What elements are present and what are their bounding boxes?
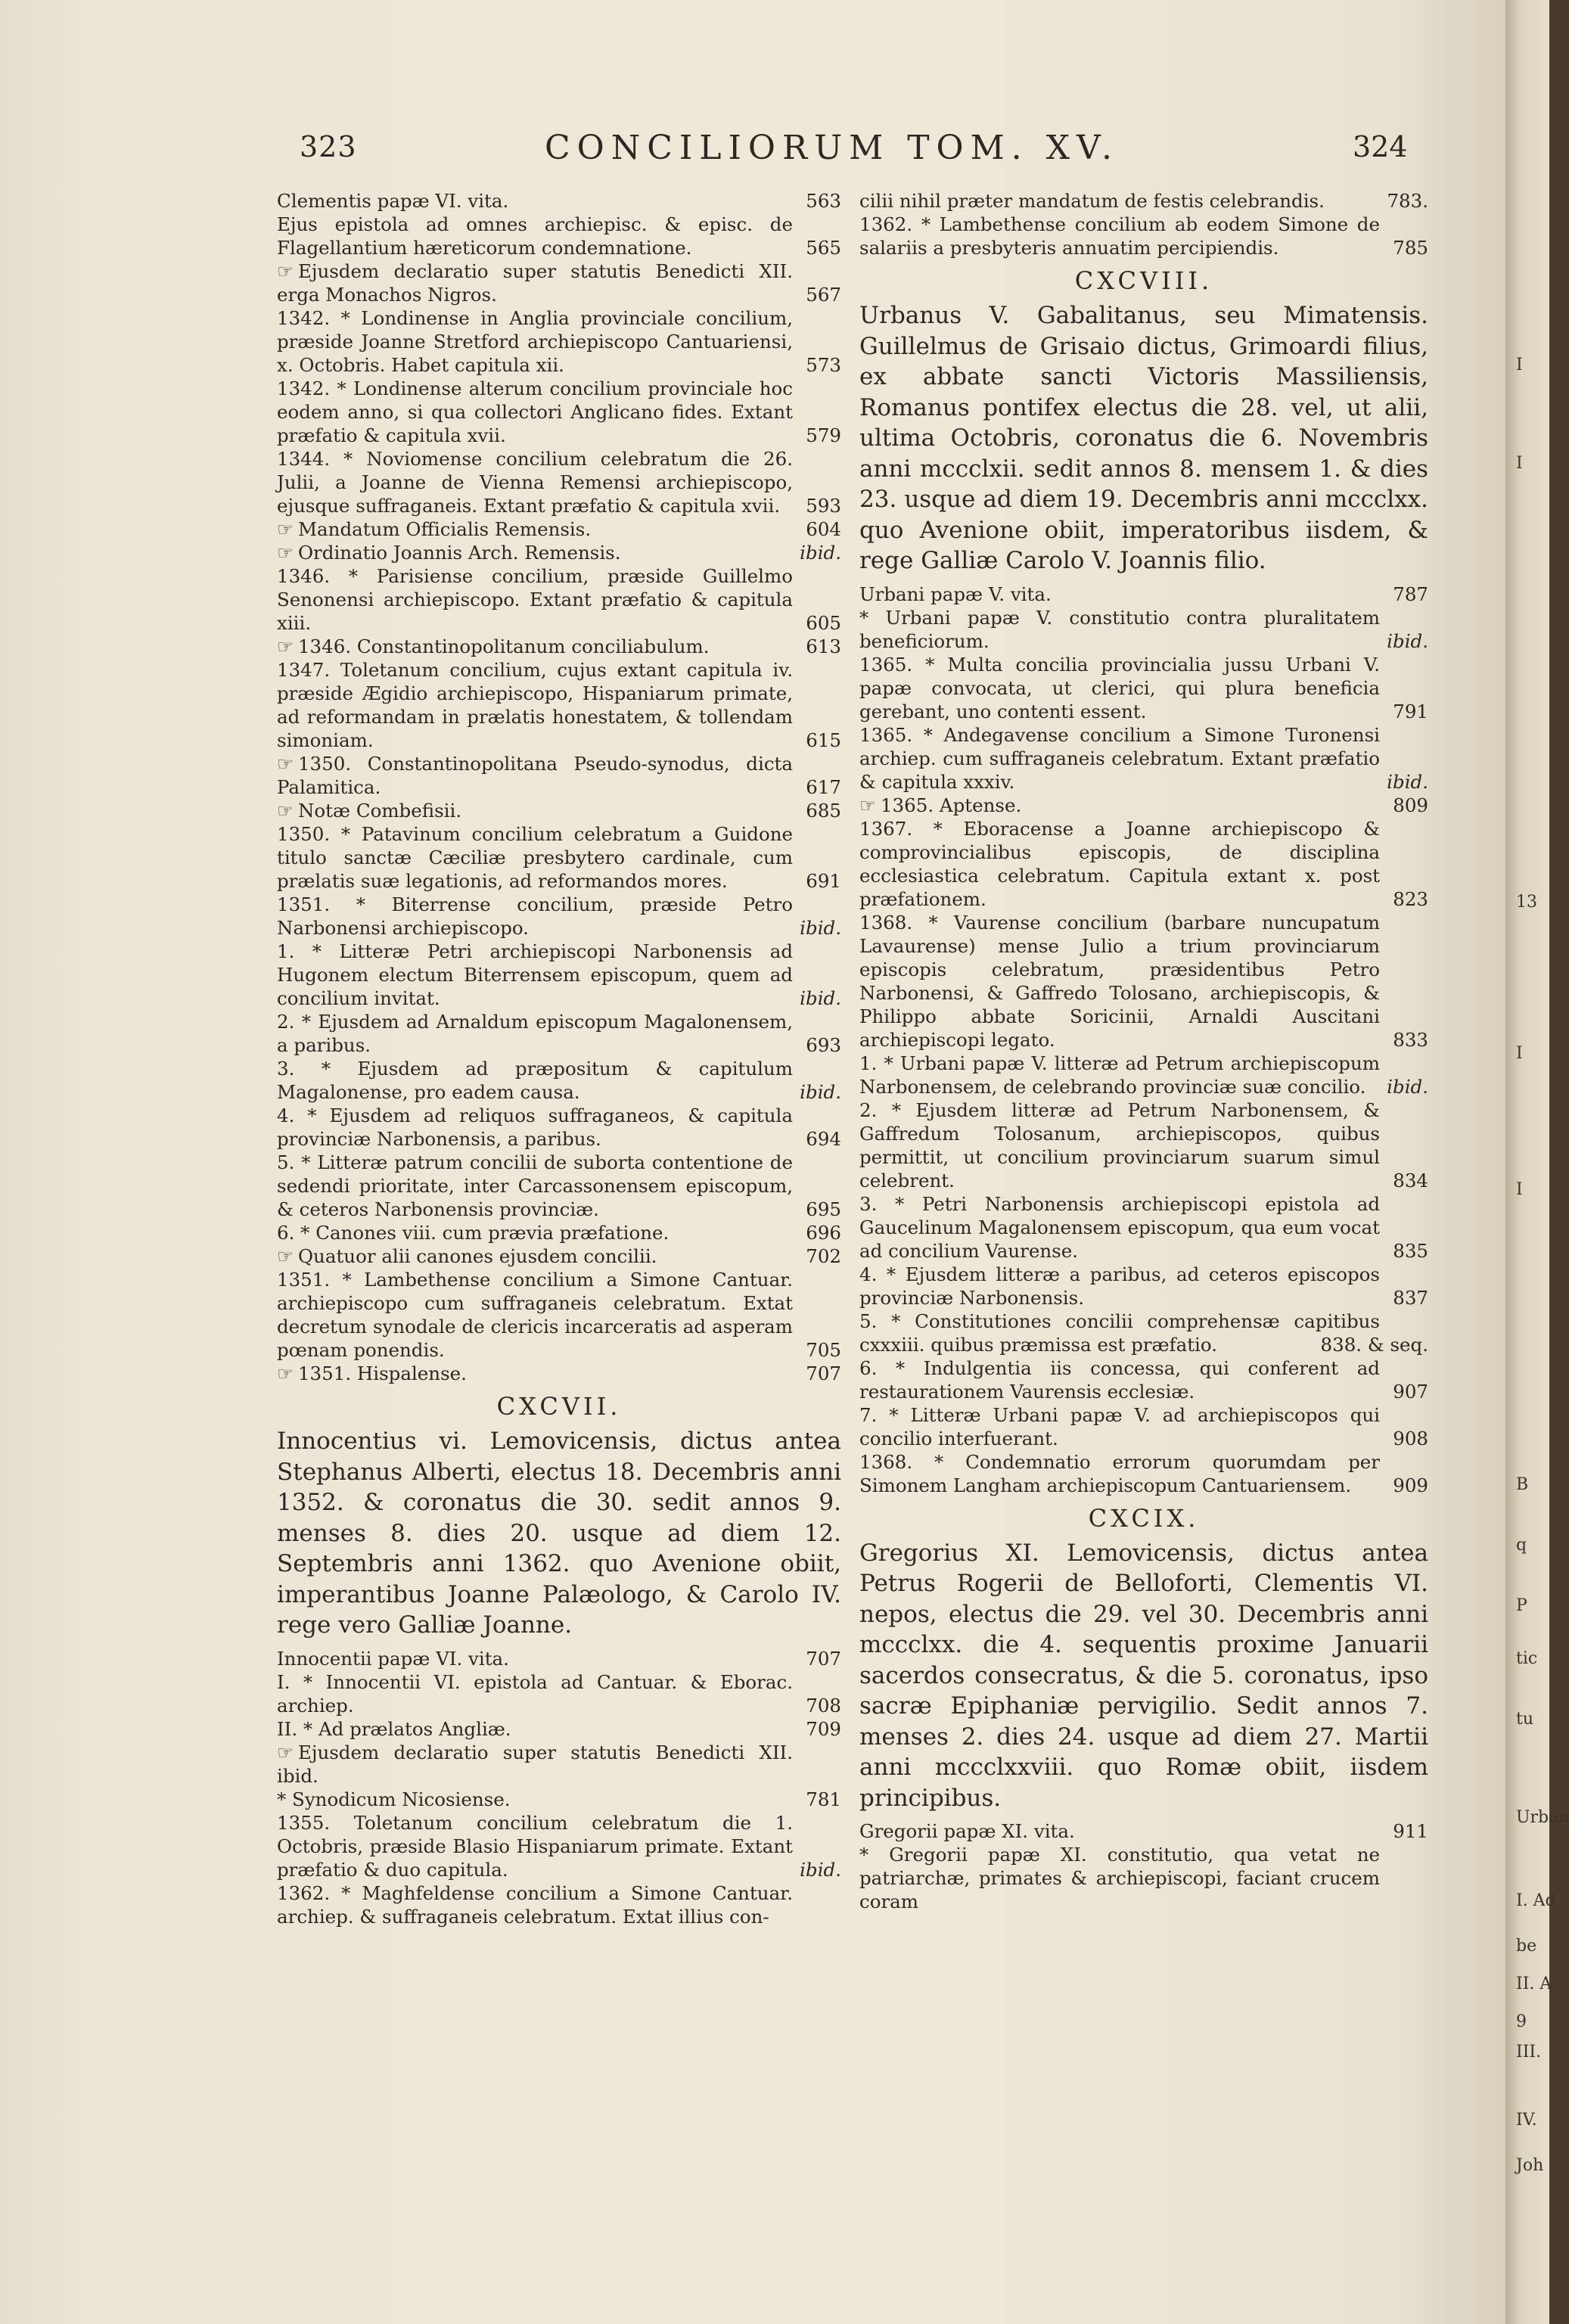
- entry-text: 1362. * Maghfeldense concilium a Simone Cantuar. archiep. & suffraganeis celebratum. Extat illius con-: [277, 1881, 793, 1928]
- index-entry: [277, 1670, 841, 1717]
- entry-text: Gregorii papæ XI. vita.: [859, 1820, 1075, 1842]
- index-entry: [277, 752, 841, 799]
- index-entry: [859, 1819, 1428, 1843]
- index-entry: [277, 1647, 841, 1670]
- right-entry-list: [859, 189, 1428, 259]
- pope-biography-innocent-vi: Innocentius vi. Lemovicensis, dictus antea Stephanus Alberti, electus 18. Decembris anni 1352. & coronatus die 30. sedit annos 9. menses 8. dies 20. usque ad diem 12. Septembris anni 1362. quo Avenione obiit, imperantibus Joanne Palæologo, & Carolo IV. rege vero Galliæ Joanne.: [277, 1428, 841, 1639]
- entry-text: 1344. * Noviomense concilium celebratum die 26. Julii, a Joanne de Vienna Remensi archiepiscopo, ejusque suffraganeis. Extant præfatio & capitula xvii.: [277, 448, 793, 517]
- entry-text: ☞ Notæ Combefisii.: [277, 800, 461, 822]
- entry-page-number: 709: [806, 1717, 841, 1740]
- index-entry: [277, 447, 841, 517]
- index-entry: [277, 658, 841, 752]
- entry-page-number: 833: [1393, 1028, 1428, 1051]
- page-number-right: 324: [1353, 130, 1408, 163]
- index-entry: [277, 893, 841, 940]
- index-entry: [859, 794, 1428, 817]
- entry-text: 7. * Litteræ Urbani papæ V. ad archiepiscopos qui concilio interfuerant.: [859, 1403, 1380, 1449]
- entry-page-number: 593: [806, 495, 841, 517]
- entry-page-number: 694: [806, 1128, 841, 1150]
- entry-text: ☞ 1350. Constantinopolitana Pseudo-synodus, dicta Palamitica.: [277, 753, 793, 798]
- index-entry: [277, 799, 841, 822]
- entry-text: 2. * Ejusdem litteræ ad Petrum Narbonensem, & Gaffredum Tolosanum, archiepiscopos, quibus permittit, ut concilium provinciarum suarum simul celebrent.: [859, 1098, 1380, 1192]
- entry-text: 1. * Litteræ Petri archiepiscopi Narbonensis ad Hugonem electum Biterrensem episcopum, quem ad concilium invitat.: [277, 940, 793, 1009]
- entry-page-number: 707: [806, 1647, 841, 1670]
- entry-text: * Urbani papæ V. constitutio contra pluralitatem beneficiorum.: [859, 606, 1380, 652]
- index-entry: [277, 1010, 841, 1057]
- entry-page-number: 617: [806, 776, 841, 798]
- entry-page-number: 907: [1393, 1380, 1428, 1403]
- pope-biography-urban-v: Urbanus V. Gabalitanus, seu Mimatensis. Guillelmus de Grisaio dictus, Grimoardi filius, ex abbate sancti Victoris Massiliensis, Romanus pontifex electus die 28. vel, ut alii, ultima Octobris, coronatus die 6. Novembris anni mccclxii. sedit annos 8. mensem 1. & dies 23. usque ad diem 19. Decembris anni mccclxx. quo Avenione obiit, imperatoribus iisdem, & rege Galliæ Carolo V. Joannis filio.: [859, 302, 1428, 574]
- index-entry: [859, 213, 1428, 259]
- section-heading-cxcviii: CXCVIII.: [1074, 266, 1213, 295]
- facing-page-fragment: I: [1516, 1180, 1523, 1199]
- entry-text: 1365. * Andegavense concilium a Simone Turonensi archiep. cum suffraganeis celebratum. Extant præfatio & capitula xxxiv.: [859, 723, 1380, 793]
- entry-page-number: 695: [806, 1198, 841, 1220]
- entry-text: ☞ Mandatum Officialis Remensis.: [277, 518, 591, 540]
- entry-page-number: 791: [1393, 700, 1428, 722]
- entry-page-number: 909: [1393, 1474, 1428, 1496]
- facing-page-fragment: 9: [1516, 2012, 1527, 2031]
- entry-page-number: 707: [806, 1362, 841, 1384]
- page-number-left: 323: [300, 130, 357, 163]
- facing-page-fragment: tic: [1516, 1649, 1538, 1668]
- entry-page-number: 702: [806, 1245, 841, 1267]
- index-entry: [277, 377, 841, 447]
- entry-page-number: ibid.: [1387, 770, 1428, 793]
- index-entry: [859, 1356, 1428, 1403]
- index-entry: [277, 1151, 841, 1221]
- index-entry: [859, 606, 1428, 653]
- entry-text: ☞ 1351. Hispalense.: [277, 1362, 467, 1384]
- running-header: [0, 130, 1505, 183]
- entry-text: 5. * Litteræ patrum concilii de suborta contentione de sedendi prioritate, inter Carcassonensem episcopum, & ceteros Narbonensis provinciæ.: [277, 1151, 793, 1220]
- entry-page-number: 787: [1393, 583, 1428, 605]
- index-entry: [277, 189, 841, 213]
- entry-text: I. * Innocentii VI. epistola ad Cantuar. & Eborac. archiep.: [277, 1670, 793, 1717]
- index-entry: [859, 817, 1428, 911]
- entry-page-number: 615: [806, 729, 841, 751]
- entry-page-number: ibid.: [800, 1081, 841, 1103]
- entry-page-number: 567: [806, 284, 841, 306]
- left-entry-list-after: [277, 1647, 841, 1928]
- entry-page-number: 691: [806, 870, 841, 892]
- index-entry: [859, 1843, 1428, 1913]
- entry-page-number: 834: [1393, 1169, 1428, 1192]
- facing-page-fragment: Urban: [1516, 1808, 1569, 1827]
- pope-biography-gregory-xi: Gregorius XI. Lemovicensis, dictus antea Petrus Rogerii de Belloforti, Clementis VI. nepos, electus die 29. vel 30. Decembris anni mccclxx. die 4. sequentis proxime Januarii sacerdos consecratus, & die 5. coronatus, ipso sacræ Epiphaniæ pervigilio. Sedit annos 7. menses 2. dies 24. usque ad diem 27. Martii anni mccclxxviii. quo Romæ obiit, iisdem principibus.: [859, 1539, 1428, 1812]
- index-entry: [277, 1741, 841, 1788]
- entry-text: * Gregorii papæ XI. constitutio, qua vetat ne patriarchæ, primates & archiepiscopi, faciant crucem coram: [859, 1844, 1380, 1912]
- entry-text: 6. * Indulgentia iis concessa, qui conferent ad restaurationem Vaurensis ecclesiæ.: [859, 1356, 1380, 1403]
- entry-page-number: 693: [806, 1034, 841, 1056]
- entry-text: 1368. * Vaurense concilium (barbare nuncupatum Lavaurense) mense Julio a trium provinciarum episcopis celebratum, præsidentibus Petro Narbonensi, & Gaffredo Tolosano, archiepiscopis, & Philippo abbate Soricinii, Arnaldi Auscitani archiepiscopi legato.: [859, 911, 1380, 1051]
- entry-page-number: 705: [806, 1339, 841, 1361]
- index-entry: [859, 1052, 1428, 1098]
- entry-page-number: 708: [806, 1694, 841, 1717]
- entry-page-number: 696: [806, 1222, 841, 1244]
- entry-page-number: 563: [806, 190, 841, 212]
- facing-page-fragment: q: [1516, 1536, 1527, 1555]
- entry-text: 1. * Urbani papæ V. litteræ ad Petrum archiepiscopum Narbonensem, de celebrando provinciæ suæ concilio.: [859, 1052, 1380, 1098]
- facing-page-fragment: B: [1516, 1475, 1529, 1494]
- index-entry: [277, 259, 841, 306]
- index-entry: [277, 1268, 841, 1362]
- facing-page-fragment: IV.: [1516, 2111, 1537, 2130]
- entry-page-number: ibid.: [800, 1858, 841, 1881]
- section-heading-cxcvii: CXCVII.: [496, 1392, 622, 1421]
- facing-page-fragment: P: [1516, 1596, 1527, 1615]
- entry-text: 1365. * Multa concilia provincialia jussu Urbani V. papæ convocata, ut clerici, qui plura beneficia gerebant, uno contenti essent.: [859, 653, 1380, 722]
- index-entry: [277, 1811, 841, 1881]
- entry-page-number: 613: [806, 635, 841, 657]
- facing-page-fragment: III.: [1516, 2043, 1542, 2061]
- entry-text: ☞ 1365. Aptense.: [859, 794, 1021, 816]
- entry-page-number: 838. & seq.: [1320, 1333, 1428, 1356]
- left-entry-list: [277, 189, 841, 1385]
- facing-page-fragment: I: [1516, 454, 1523, 473]
- entry-text: Ejus epistola ad omnes archiepisc. & episc. de Flagellantium hæreticorum condemnatione.: [277, 213, 793, 259]
- entry-text: 1347. Toletanum concilium, cujus extant capitula iv. præside Ægidio archiepiscopo, Hispaniarum primate, ad reformandam in prælatis honestatem, & tollendam simoniam.: [277, 659, 793, 751]
- index-entry: [277, 1104, 841, 1151]
- entry-text: 1367. * Eboracense a Joanne archiepiscopo & comprovincialibus episcopis, de disciplina ecclesiastica celebratum. Capitula extant x. post præfationem.: [859, 817, 1380, 910]
- index-entry: [277, 1362, 841, 1385]
- entry-text: Urbani papæ V. vita.: [859, 583, 1052, 605]
- entry-page-number: ibid.: [800, 917, 841, 939]
- facing-page-fragment: be: [1516, 1937, 1537, 1956]
- entry-text: 3. * Petri Narbonensis archiepiscopi epistola ad Gaucelinum Magalonensem episcopum, qua eum vocat ad concilium Vaurense.: [859, 1192, 1380, 1262]
- index-entry: [277, 1057, 841, 1104]
- index-entry: [859, 189, 1428, 213]
- entry-text: ☞ 1346. Constantinopolitanum conciliabulum.: [277, 635, 710, 657]
- entry-page-number: 837: [1393, 1286, 1428, 1309]
- index-entry: [277, 1788, 841, 1811]
- entry-page-number: ibid.: [800, 542, 841, 564]
- facing-page-fragment: I. Ad: [1516, 1891, 1556, 1910]
- index-entry: [859, 1310, 1428, 1356]
- index-entry: [277, 822, 841, 893]
- entry-text: Innocentii papæ VI. vita.: [277, 1647, 509, 1670]
- entry-text: 1351. * Biterrense concilium, præside Petro Narbonensi archiepiscopo.: [277, 893, 793, 939]
- entry-text: 1355. Toletanum concilium celebratum die 1. Octobris, præside Blasio Hispaniarum primate. Extant præfatio & duo capitula.: [277, 1811, 793, 1881]
- entry-text: 4. * Ejusdem ad reliquos suffraganeos, & capitula provinciæ Narbonensis, a paribus.: [277, 1105, 793, 1150]
- running-title: CONCILIORUM TOM. XV.: [545, 129, 1120, 167]
- entry-page-number: 835: [1393, 1239, 1428, 1262]
- entry-page-number: 785: [1393, 237, 1428, 259]
- index-entry: [859, 1450, 1428, 1497]
- entry-text: cilii nihil præter mandatum de festis celebrandis.: [859, 190, 1325, 212]
- entry-page-number: 809: [1393, 794, 1428, 816]
- entry-page-number: 823: [1393, 887, 1428, 910]
- entry-text: 3. * Ejusdem ad præpositum & capitulum Magalonense, pro eadem causa.: [277, 1058, 793, 1103]
- entry-text: ☞ Quatuor alii canones ejusdem concilii.: [277, 1245, 657, 1267]
- entry-page-number: 579: [806, 424, 841, 446]
- entry-page-number: 908: [1393, 1427, 1428, 1449]
- index-entry: [277, 1717, 841, 1741]
- entry-page-number: ibid.: [1387, 629, 1428, 652]
- index-entry: [277, 635, 841, 658]
- index-entry: [859, 1098, 1428, 1192]
- facing-page-fragment: II. A: [1516, 1974, 1552, 1993]
- index-entry: [859, 1192, 1428, 1263]
- index-entry: [277, 1244, 841, 1268]
- entry-text: ☞ Ordinatio Joannis Arch. Remensis.: [277, 542, 621, 564]
- right-entry-list-final: [859, 1819, 1428, 1913]
- facing-page-fragment: I: [1516, 356, 1523, 374]
- entry-page-number: 565: [806, 237, 841, 259]
- entry-text: 2. * Ejusdem ad Arnaldum episcopum Magalonensem, a paribus.: [277, 1011, 793, 1056]
- entry-text: ☞ Ejusdem declaratio super statutis Benedicti XII. erga Monachos Nigros.: [277, 260, 793, 306]
- index-entry: [859, 911, 1428, 1052]
- entry-text: 1350. * Patavinum concilium celebratum a Guidone titulo sanctæ Cæciliæ presbytero cardinale, cum prælatis suæ legationis, ad reformandos mores.: [277, 823, 793, 892]
- facing-page-fragment: 13: [1516, 893, 1537, 912]
- entry-text: 6. * Canones viii. cum prævia præfatione.: [277, 1222, 670, 1244]
- entry-text: 1346. * Parisiense concilium, præside Guillelmo Senonensi archiepiscopo. Extant præfatio & capitula xiii.: [277, 565, 793, 634]
- entry-text: 5. * Constitutiones concilii comprehensæ capitibus cxxxiii. quibus præmissa est præfatio.: [859, 1310, 1380, 1356]
- index-entry: [859, 653, 1428, 723]
- right-column: [859, 189, 1428, 1913]
- index-entry: [859, 1263, 1428, 1310]
- entry-text: 1342. * Londinense in Anglia provinciale concilium, præside Joanne Stretford archiepiscopo Cantuariensi, x. Octobris. Habet capitula xii.: [277, 307, 793, 376]
- facing-page-edge: [1505, 0, 1569, 2324]
- index-entry: [277, 306, 841, 377]
- facing-page-fragment: I: [1516, 1044, 1523, 1063]
- entry-page-number: 573: [806, 354, 841, 376]
- index-entry: [859, 583, 1428, 606]
- index-entry: [277, 1881, 841, 1928]
- index-entry: [859, 1403, 1428, 1450]
- entry-text: 1362. * Lambethense concilium ab eodem Simone de salariis a presbyteris annuatim percipiendis.: [859, 213, 1380, 259]
- index-entry: [859, 723, 1428, 794]
- entry-text: II. * Ad prælatos Angliæ.: [277, 1717, 511, 1740]
- entry-page-number: ibid.: [800, 987, 841, 1009]
- entry-text: Clementis papæ VI. vita.: [277, 190, 509, 212]
- entry-text: 1342. * Londinense alterum concilium provinciale hoc eodem anno, si qua collectori Anglicano fides. Extant præfatio & capitula xvii.: [277, 377, 793, 446]
- facing-page-fragment: Joh: [1516, 2156, 1544, 2175]
- index-entry: [277, 1221, 841, 1244]
- entry-page-number: 783.: [1387, 190, 1428, 212]
- entry-text: 1368. * Condemnatio errorum quorumdam per Simonem Langham archiepiscopum Cantuariensem.: [859, 1450, 1380, 1496]
- entry-text: * Synodicum Nicosiense.: [277, 1788, 511, 1810]
- facing-page-fragment: tu: [1516, 1710, 1534, 1729]
- entry-page-number: 911: [1393, 1820, 1428, 1842]
- entry-page-number: 605: [806, 612, 841, 634]
- index-entry: [277, 517, 841, 541]
- entry-text: 4. * Ejusdem litteræ a paribus, ad ceteros episcopos provinciæ Narbonensis.: [859, 1263, 1380, 1309]
- entry-text: 1351. * Lambethense concilium a Simone Cantuar. archiepiscopo cum suffraganeis celebratum. Extat decretum synodale de clericis incarceratis ad asperam pœnam ponendis.: [277, 1269, 793, 1361]
- left-column: [277, 189, 841, 1928]
- index-entry: [277, 213, 841, 259]
- index-entry: [277, 541, 841, 564]
- index-entry: [277, 564, 841, 635]
- entry-page-number: 604: [806, 518, 841, 540]
- entry-page-number: 685: [806, 800, 841, 822]
- right-entry-list-after: [859, 583, 1428, 1497]
- index-entry: [277, 940, 841, 1010]
- entry-page-number: ibid.: [1387, 1075, 1428, 1098]
- section-heading-cxcix: CXCIX.: [1088, 1503, 1200, 1533]
- entry-page-number: 781: [806, 1788, 841, 1810]
- entry-text: ☞ Ejusdem declaratio super statutis Benedicti XII. ibid.: [277, 1741, 793, 1787]
